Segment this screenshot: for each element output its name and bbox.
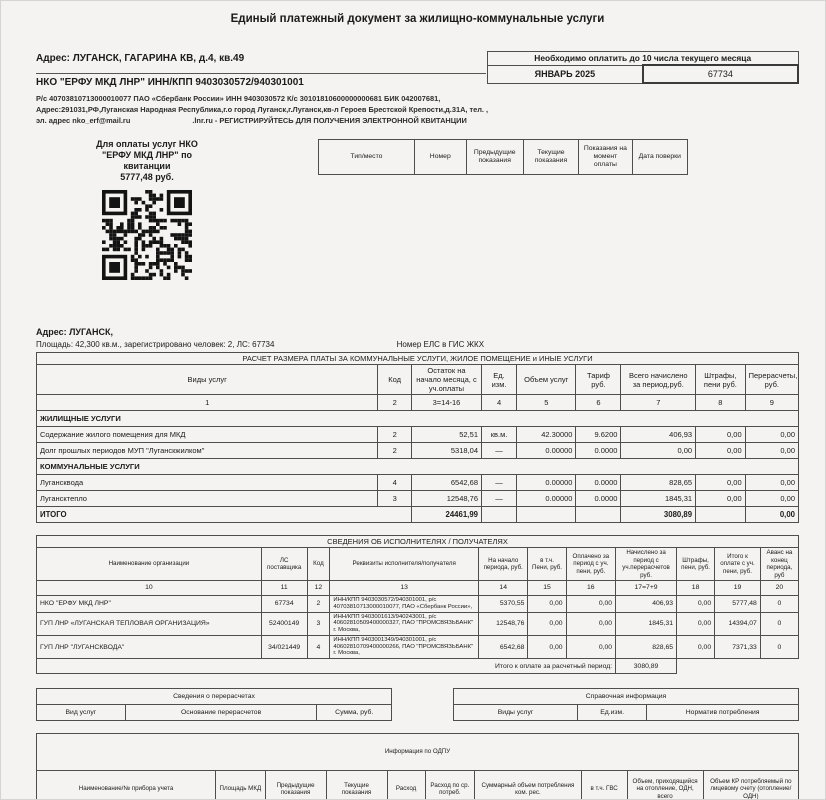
column-header: в т.ч. ГВС: [581, 771, 627, 800]
column-header: Сумма, руб.: [317, 705, 392, 721]
provider-value-cell: 3: [307, 612, 330, 635]
service-value-cell: 0,00: [696, 443, 746, 459]
providers-table-title: СВЕДЕНИЯ ОБ ИСПОЛНИТЕЛЯХ / ПОЛУЧАТЕЛЯХ: [37, 536, 799, 548]
document-header: [36, 51, 799, 88]
qr-caption-line: квитанции: [123, 160, 171, 171]
period-total-value: 3080,89: [616, 659, 677, 674]
column-header: Штрафы, пени руб.: [696, 365, 746, 395]
provider-row: [37, 635, 799, 658]
provider-value-cell: 5777,48: [715, 595, 761, 612]
reference-info-table: [453, 688, 799, 721]
odpu-table: [36, 733, 799, 800]
column-header: Основание перерасчетов: [125, 705, 317, 721]
service-value-cell: 0.00000: [517, 443, 576, 459]
calc-table-header-row: [37, 365, 799, 395]
column-header: Дата поверки: [632, 140, 687, 175]
provider-value-cell: 0: [760, 612, 798, 635]
period-total-row: [37, 659, 799, 674]
column-number: 12: [307, 580, 330, 595]
column-header: Код: [307, 548, 330, 581]
provider-value-cell: 67734: [261, 595, 307, 612]
account-details-line: [36, 340, 799, 349]
column-header: Суммарный объем потребления ком. рес.: [475, 771, 582, 800]
column-number: 1: [37, 395, 378, 411]
column-header: Объем, приходящийся на отопление, ОДН, всего: [627, 771, 703, 800]
column-header: Виды услуг: [37, 365, 378, 395]
reference-table-header-row: [454, 705, 799, 721]
header-left: [36, 51, 486, 88]
empty-cell: [517, 507, 576, 523]
column-number: 18: [677, 580, 715, 595]
column-header: Наименование/№ прибора учета: [37, 771, 216, 800]
recalculations-table: [36, 688, 392, 721]
provider-value-cell: 0,00: [566, 635, 616, 658]
recalculations-table-title: Сведения о перерасчетах: [37, 689, 392, 705]
pay-due-note: Необходимо оплатить до 10 числа текущего месяца: [488, 52, 799, 66]
table-title-row: [37, 353, 799, 365]
total-label: ИТОГО: [37, 507, 412, 523]
qr-caption: [36, 139, 258, 182]
column-header: Код: [378, 365, 412, 395]
service-value-cell: 828,65: [621, 475, 696, 491]
column-header: Тип/место: [319, 140, 415, 175]
service-row: [37, 475, 799, 491]
column-header: ЛС поставщика: [261, 548, 307, 581]
service-value-cell: 0,00: [745, 427, 798, 443]
empty-cell: [677, 659, 799, 674]
service-name-cell: Лугансквода: [37, 475, 378, 491]
provider-value-cell: 0,00: [566, 612, 616, 635]
column-header: Предыдущие показания: [265, 771, 326, 800]
document-title: Единый платежный документ за жилищно-коммунальные услуги: [230, 13, 605, 25]
service-row: [37, 443, 799, 459]
address-line: Адрес: ЛУГАНСК, ГАГАРИНА КВ, д.4, кв.49: [36, 53, 245, 64]
provider-value-cell: 1845,31: [616, 612, 677, 635]
service-value-cell: 42.30000: [517, 427, 576, 443]
provider-value-cell: 0,00: [528, 635, 566, 658]
service-value-cell: 12548,76: [411, 491, 481, 507]
service-value-cell: 4: [378, 475, 412, 491]
column-header: Остаток на начало месяца, с уч.оплаты: [411, 365, 481, 395]
provider-value-cell: 0,00: [528, 612, 566, 635]
providers-table-header-row: [37, 548, 799, 581]
reference-table-title: Справочная информация: [454, 689, 799, 705]
service-value-cell: 0.00000: [517, 491, 576, 507]
qr-block: [36, 139, 286, 280]
provider-value-cell: 0: [760, 595, 798, 612]
table-title-row: [454, 689, 799, 705]
service-value-cell: 0,00: [696, 427, 746, 443]
provider-value-cell: 34/021449: [261, 635, 307, 658]
calculation-table: [36, 352, 799, 523]
supplementary-tables: [36, 688, 799, 721]
provider-value-cell: 0,00: [677, 595, 715, 612]
section-row: [37, 411, 799, 427]
provider-name-cell: НКО "ЕРФУ МКД ЛНР": [37, 595, 262, 612]
qr-code-image: [102, 190, 192, 280]
column-number: 11: [261, 580, 307, 595]
section-row: [37, 459, 799, 475]
provider-value-cell: 0,00: [677, 612, 715, 635]
column-number: 2: [378, 395, 412, 411]
provider-value-cell: 7371,33: [715, 635, 761, 658]
qr-caption-line: 5777,48 руб.: [120, 171, 174, 182]
qr-and-meters-section: [36, 139, 799, 325]
providers-table: [36, 535, 799, 674]
service-value-cell: 0,00: [621, 443, 696, 459]
column-number: 13: [330, 580, 479, 595]
column-number: 7: [621, 395, 696, 411]
provider-value-cell: 4: [307, 635, 330, 658]
provider-row: [37, 612, 799, 635]
column-number: 3=14-16: [411, 395, 481, 411]
provider-value-cell: 5370,55: [478, 595, 528, 612]
table-row: [488, 52, 799, 66]
column-header: Штрафы, пени, руб.: [677, 548, 715, 581]
provider-value-cell: 6542,68: [478, 635, 528, 658]
service-value-cell: 3: [378, 491, 412, 507]
provider-value-cell: 14394,07: [715, 612, 761, 635]
calc-total-row: [37, 507, 799, 523]
total-accrued-cell: 3080,89: [621, 507, 696, 523]
organization-line: НКО "ЕРФУ МКД ЛНР" ИНН/КПП 9403030572/940301001: [36, 73, 486, 88]
odpu-table-title: Информация по ОДПУ: [37, 734, 799, 771]
column-header: Ед.изм.: [578, 705, 647, 721]
providers-table-colnum-row: [37, 580, 799, 595]
provider-value-cell: 52400149: [261, 612, 307, 635]
els-number-label: Номер ЕЛС в ГИС ЖКХ: [396, 340, 485, 350]
account-info-section: [36, 327, 799, 349]
provider-value-cell: 0,00: [677, 635, 715, 658]
service-value-cell: 6542,68: [411, 475, 481, 491]
total-recalc-cell: 0,00: [745, 507, 798, 523]
service-value-cell: 9.6200: [576, 427, 621, 443]
service-value-cell: —: [482, 443, 517, 459]
service-name-cell: Долг прошлых периодов МУП "Луганскжилком": [37, 443, 378, 459]
column-header: Площадь МКД: [216, 771, 266, 800]
column-header: Предыдущие показания: [466, 140, 523, 175]
total-balance-cell: 24461,99: [411, 507, 481, 523]
provider-value-cell: 0,00: [566, 595, 616, 612]
column-number: 6: [576, 395, 621, 411]
provider-value-cell: 12548,76: [478, 612, 528, 635]
service-value-cell: 0.0000: [576, 475, 621, 491]
column-header: Текущие показания: [523, 140, 578, 175]
column-header: Расход: [387, 771, 425, 800]
column-header: Реквизиты исполнителя/получателя: [330, 548, 479, 581]
column-header: На начало периода, руб.: [478, 548, 528, 581]
service-name-cell: Лугансктепло: [37, 491, 378, 507]
provider-value-cell: 406,93: [616, 595, 677, 612]
column-number: 17=7+9: [616, 580, 677, 595]
provider-value-cell: 2: [307, 595, 330, 612]
column-header: Норматив потребления: [647, 705, 799, 721]
period-total-label: Итого к оплате за расчетный период:: [37, 659, 616, 674]
column-number: 14: [478, 580, 528, 595]
service-address: Адрес: ЛУГАНСК,: [36, 327, 114, 338]
column-header: Тариф руб.: [576, 365, 621, 395]
qr-caption-line: "ЕРФУ МКД ЛНР" по: [101, 150, 192, 160]
section-title: КОММУНАЛЬНЫЕ УСЛУГИ: [37, 459, 799, 475]
empty-cell: [696, 507, 746, 523]
column-header: Расход по ср. потреб.: [425, 771, 475, 800]
column-number: 5: [517, 395, 576, 411]
column-header: Оплачено за период с уч. пени, руб.: [566, 548, 616, 581]
column-header: в т.ч. Пени, руб.: [528, 548, 566, 581]
service-value-cell: кв.м.: [482, 427, 517, 443]
service-value-cell: 52,51: [411, 427, 481, 443]
service-value-cell: 5318,04: [411, 443, 481, 459]
provider-requisites-cell: ИНН/КПП 9403030572/940301001, р/с 40703810713000010077, ПАО «Сбербанк России»,: [330, 595, 479, 612]
service-row: [37, 427, 799, 443]
provider-name-cell: ГУП ЛНР «ЛУГАНСКАЯ ТЕПЛОВАЯ ОРГАНИЗАЦИЯ»: [37, 612, 262, 635]
column-number: 20: [760, 580, 798, 595]
bank-details: [36, 94, 799, 127]
service-value-cell: 1845,31: [621, 491, 696, 507]
table-title-row: [37, 536, 799, 548]
account-details: Площадь: 42,300 кв.м., зарегистрировано человек: 2, ЛС: 67734: [36, 340, 275, 350]
column-header: Объем услуг: [517, 365, 576, 395]
billing-period: ЯНВАРЬ 2025: [488, 65, 643, 83]
service-value-cell: —: [482, 475, 517, 491]
register-note: .lnr.ru - РЕГИСТРИРУЙТЕСЬ ДЛЯ ПОЛУЧЕНИЯ ЭЛЕКТРОННОЙ КВИТАНЦИИ: [192, 116, 467, 126]
service-value-cell: 2: [378, 427, 412, 443]
column-header: Виды услуг: [454, 705, 578, 721]
service-row: [37, 491, 799, 507]
payment-due-table: [487, 51, 799, 84]
empty-cell: [482, 507, 517, 523]
qr-caption-line: Для оплаты услуг НКО: [96, 139, 198, 150]
table-title-row: [37, 689, 392, 705]
email-line: [36, 116, 799, 127]
provider-requisites-cell: ИНН/КПП 9403001349/940301001, р/с 40602810709400000266, ПАО "ПРОМСВЯЗЬБАНК" г. Москва,: [330, 635, 479, 658]
table-row: [488, 65, 799, 83]
column-number: 8: [696, 395, 746, 411]
column-header: Перерасчеты, руб.: [745, 365, 798, 395]
meter-readings-table: [318, 139, 688, 175]
service-value-cell: 406,93: [621, 427, 696, 443]
provider-value-cell: 828,65: [616, 635, 677, 658]
qr-code: [36, 190, 258, 280]
calculation-table-title: РАСЧЕТ РАЗМЕРА ПЛАТЫ ЗА КОММУНАЛЬНЫЕ УСЛУГИ, ЖИЛОЕ ПОМЕЩЕНИЕ и ИНЫЕ УСЛУГИ: [37, 353, 799, 365]
recalc-table-header-row: [37, 705, 392, 721]
column-number: 9: [745, 395, 798, 411]
column-number: 15: [528, 580, 566, 595]
column-header: Показания на момент оплаты: [579, 140, 633, 175]
account-number: 67734: [643, 65, 798, 83]
service-value-cell: 0,00: [696, 475, 746, 491]
service-value-cell: 0,00: [696, 491, 746, 507]
provider-row: [37, 595, 799, 612]
meter-table-header-row: [319, 140, 688, 175]
service-value-cell: 2: [378, 443, 412, 459]
service-value-cell: 0.00000: [517, 475, 576, 491]
column-number: 4: [482, 395, 517, 411]
service-value-cell: —: [482, 491, 517, 507]
column-header: Вид услуг: [37, 705, 126, 721]
email-address: эл. адрес nko_erf@mail.ru: [36, 116, 131, 126]
table-title-row: [37, 734, 799, 771]
service-value-cell: 0,00: [745, 491, 798, 507]
section-title: ЖИЛИЩНЫЕ УСЛУГИ: [37, 411, 799, 427]
service-value-cell: 0,00: [745, 443, 798, 459]
column-header: Всего начислено за период,руб.: [621, 365, 696, 395]
column-number: 19: [715, 580, 761, 595]
calc-table-colnum-row: [37, 395, 799, 411]
column-header: Текущие показания: [326, 771, 387, 800]
service-value-cell: 0.0000: [576, 491, 621, 507]
column-header: Номер: [414, 140, 466, 175]
column-header: Ед. изм.: [482, 365, 517, 395]
provider-value-cell: 0: [760, 635, 798, 658]
bank-line-2: Адрес:291031,РФ,Луганская Народная Республика,г.о город Луганск,г.Луганск,кв-л Героев Брестской Крепости,д.31А, тел. ,: [36, 104, 489, 114]
odpu-table-header-row: [37, 771, 799, 800]
column-header: Объем КР потребляемый по лицевому счету (отопление/ОДН): [703, 771, 798, 800]
bank-line-1: Р/с 40703810713000010077 ПАО «Сбербанк России» ИНН 9403030572 К/с 30101810600000000681 БИК 042007681,: [36, 94, 441, 103]
column-header: Итого к оплате с уч. пени, руб.: [715, 548, 761, 581]
column-header: Наименование организации: [37, 548, 262, 581]
service-name-cell: Содержание жилого помещения для МКД: [37, 427, 378, 443]
column-header: Начислено за период с уч.перерасчетов руб.: [616, 548, 677, 581]
column-number: 10: [37, 580, 262, 595]
service-value-cell: 0.0000: [576, 443, 621, 459]
provider-requisites-cell: ИНН/КПП 9403001613/940243001, р/с 40602810509400000327, ПАО "ПРОМСВЯЗЬБАНК" г. Москва,: [330, 612, 479, 635]
provider-value-cell: 0,00: [528, 595, 566, 612]
column-header: Аванс на конец периода, руб: [760, 548, 798, 581]
column-number: 16: [566, 580, 616, 595]
empty-cell: [576, 507, 621, 523]
service-value-cell: 0,00: [745, 475, 798, 491]
provider-name-cell: ГУП ЛНР "ЛУГАНСКВОДА": [37, 635, 262, 658]
